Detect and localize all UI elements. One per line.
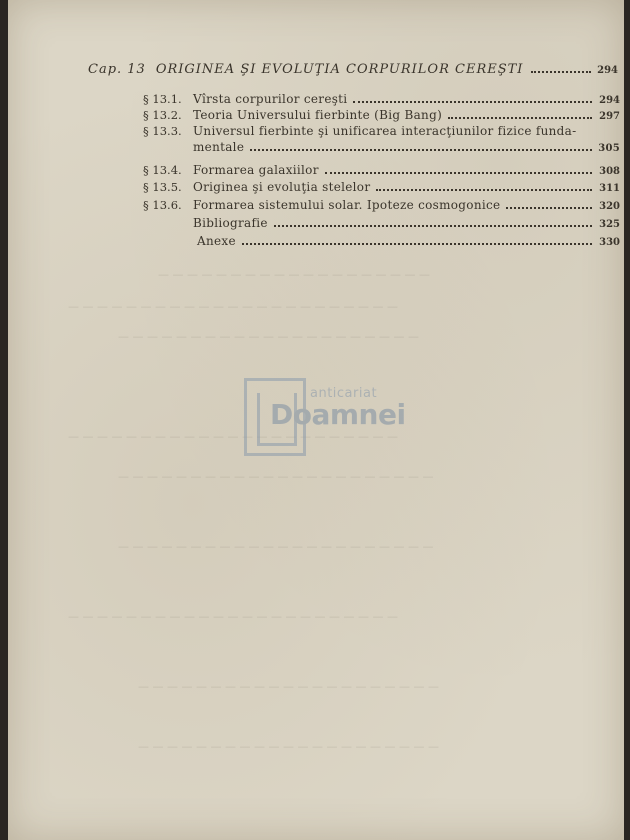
page-number: 320 [599, 201, 620, 212]
section-number: § 13.5. [143, 180, 182, 194]
page-number: 294 [599, 95, 620, 106]
book-page [8, 0, 624, 840]
dot-leader [274, 225, 592, 227]
bleed-through-text: — — — — — — — — — — — — — — — — — — — — — — — [68, 430, 398, 443]
section-number: § 13.4. [143, 163, 182, 177]
bibliography-title: Bibliografie [193, 216, 268, 230]
dot-leader [448, 117, 592, 119]
toc-entry [143, 180, 620, 194]
section-title: Vîrsta corpurilor cereşti [193, 92, 348, 106]
toc-entry [193, 234, 620, 248]
watermark-main-text: Doamnei [270, 398, 406, 431]
watermark [244, 378, 414, 458]
bleed-through-text: — — — — — — — — — — — — — — — — — — — — — — [118, 540, 434, 553]
toc-entry [143, 108, 620, 122]
toc-entry [143, 124, 620, 138]
page-number: 297 [599, 111, 620, 122]
toc-entry-continuation [193, 140, 620, 154]
page-number: 305 [598, 143, 620, 154]
bleed-through-text: — — — — — — — — — — — — — — — — — — — — — [138, 680, 439, 693]
watermark-top-text: anticariat [310, 386, 378, 401]
page-number: 308 [599, 166, 620, 177]
section-title: Formarea sistemului solar. Ipoteze cosmogonice [193, 198, 501, 212]
section-number: § 13.3. [143, 124, 182, 138]
chapter-label: Cap. 13 [88, 62, 146, 77]
section-number: § 13.6. [143, 198, 182, 212]
bleed-through-text: — — — — — — — — — — — — — — — — — — — — — [138, 740, 439, 753]
section-number: § 13.1. [143, 92, 182, 106]
page-number: 325 [599, 219, 620, 230]
section-title: Universul fierbinte şi unificarea interacţiunilor fizice funda- [193, 124, 577, 138]
toc-entry [193, 216, 620, 230]
page-number: 311 [599, 183, 620, 194]
bleed-through-text: — — — — — — — — — — — — — — — — — — — — — — — [68, 610, 398, 623]
dot-leader [242, 243, 592, 245]
chapter-page-number: 294 [597, 65, 618, 76]
bleed-through-text: — — — — — — — — — — — — — — — — — — — — — — — [68, 300, 398, 313]
toc-entry [143, 198, 620, 212]
section-title: Formarea galaxiilor [193, 163, 319, 177]
chapter-title: ORIGINEA ŞI EVOLUŢIA CORPURILOR CEREŞTI [155, 62, 524, 77]
dot-leader [250, 149, 592, 151]
toc-entry [143, 163, 620, 177]
bleed-through-text: — — — — — — — — — — — — — — — — — — — — — [118, 330, 419, 343]
toc-entry [143, 92, 620, 106]
dot-leader [325, 172, 592, 174]
annexes-title: Anexe [197, 234, 236, 248]
section-title: Teoria Universului fierbinte (Big Bang) [193, 108, 443, 122]
dot-leader [353, 101, 592, 103]
dot-leader [506, 207, 592, 209]
section-title: Originea şi evoluţia stelelor [193, 180, 371, 194]
dot-leader [376, 189, 592, 191]
chapter-heading [88, 62, 618, 77]
bleed-through-text: — — — — — — — — — — — — — — — — — — — [158, 268, 430, 281]
bleed-through-text: — — — — — — — — — — — — — — — — — — — — — — [118, 470, 434, 483]
section-title-continuation: mentale [193, 140, 245, 154]
dot-leader [531, 71, 591, 73]
page-number: 330 [599, 237, 620, 248]
section-number: § 13.2. [143, 108, 182, 122]
